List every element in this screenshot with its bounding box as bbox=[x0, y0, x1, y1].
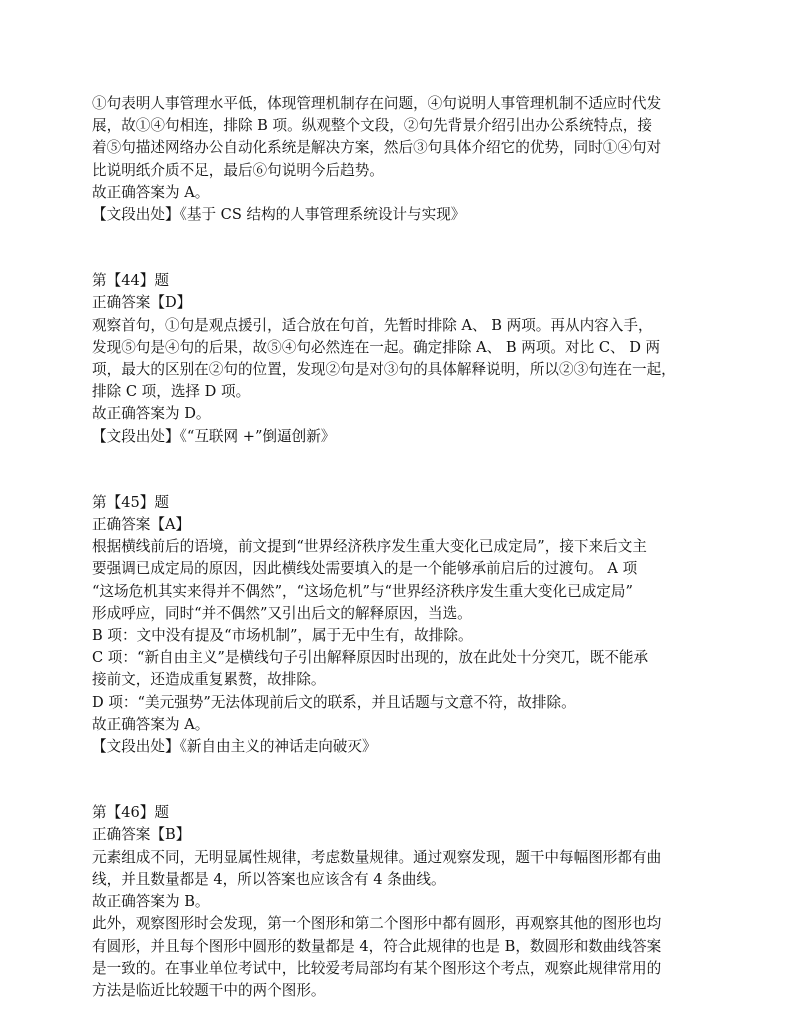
text-line: 有圆形，并且每个图形中圆形的数量都是 4，符合此规律的也是 B，数圆形和数曲线答案 bbox=[92, 937, 662, 955]
question-46 bbox=[92, 802, 717, 1002]
text-line: 线，并且数量都是 4，所以答案也应该含有 4 条曲线。 bbox=[92, 870, 446, 888]
text-line: 元素组成不同，无明显属性规律，考虑数量规律。通过观察发现，题干中每幅图形都有曲 bbox=[92, 848, 662, 866]
text-line: 是一致的。在事业单位考试中，比较爱考局部均有某个图形这个考点，观察此规律常用的 bbox=[92, 959, 662, 977]
text-line: 要强调已成定局的原因，因此横线处需要填入的是一个能够承前启后的过渡句。 A 项 bbox=[92, 560, 638, 578]
answer-line: 故正确答案为 B。 bbox=[92, 893, 210, 911]
document-page bbox=[92, 93, 717, 1002]
text-line: 项，最大的区别在②句的位置，发现②句是对③句的具体解释说明，所以②③句连在一起， bbox=[92, 361, 676, 379]
text-line: 观察首句，①句是观点援引，适合放在句首，先暂时排除 A、 B 两项。再从内容入手， bbox=[92, 316, 653, 334]
text-line: 接前文，还造成重复累赘，故排除。 bbox=[92, 671, 326, 689]
answer-line: 故正确答案为 D。 bbox=[92, 405, 211, 423]
correct-answer: 正确答案【B】 bbox=[92, 826, 191, 844]
text-line: 比说明纸介质不足，最后⑥句说明今后趋势。 bbox=[92, 161, 384, 179]
question-45 bbox=[92, 492, 717, 758]
source-line: 【文段出处】《新自由主义的神话走向破灭》 bbox=[92, 738, 377, 756]
text-line: C 项：“新自由主义”是横线句子引出解释原因时出现的，放在此处十分突兀，既不能承 bbox=[92, 649, 649, 667]
question-number: 第【45】题 bbox=[92, 493, 169, 511]
answer-explanation-43 bbox=[92, 93, 717, 226]
text-line: 展，故①④句相连，排除 B 项。纵观整个文段，②句先背景介绍引出办公系统特点，接 bbox=[92, 117, 652, 135]
correct-answer: 正确答案【A】 bbox=[92, 516, 191, 534]
text-line: D 项：“美元强势”无法体现前后文的联系，并且话题与文意不符，故排除。 bbox=[92, 693, 576, 711]
question-number: 第【46】题 bbox=[92, 804, 169, 822]
text-line: 此外，观察图形时会发现，第一个图形和第二个图形中都有圆形，再观察其他的图形也均 bbox=[92, 915, 662, 933]
text-line: “这场危机其实来得并不偶然”，“这场危机”与“世界经济秩序发生重大变化已成定局” bbox=[92, 582, 633, 600]
question-44 bbox=[92, 270, 717, 448]
source-line: 【文段出处】《基于 CS 结构的人事管理系统设计与实现》 bbox=[92, 206, 466, 224]
text-line: 着⑤句描述网络办公自动化系统是解决方案，然后③句具体介绍它的优势，同时①④句对 bbox=[92, 139, 662, 157]
text-line: ①句表明人事管理水平低，体现管理机制存在问题，④句说明人事管理机制不适应时代发 bbox=[92, 95, 662, 112]
text-line: 形成呼应，同时“并不偶然”又引出后文的解释原因，当选。 bbox=[92, 604, 472, 622]
source-line: 【文段出处】《“互联网 +”倒逼创新》 bbox=[92, 427, 336, 445]
text-line: 方法是临近比较题干中的两个图形。 bbox=[92, 981, 326, 999]
correct-answer: 正确答案【D】 bbox=[92, 294, 192, 312]
answer-line: 故正确答案为 A。 bbox=[92, 715, 210, 733]
text-line: 排除 C 项，选择 D 项。 bbox=[92, 383, 251, 401]
text-line: B 项：文中没有提及“市场机制”，属于无中生有，故排除。 bbox=[92, 627, 473, 645]
text-line: 根据横线前后的语境，前文提到“世界经济秩序发生重大变化已成定局”，接下来后文主 bbox=[92, 538, 647, 556]
text-line: 发现⑤句是④句的后果，故⑤④句必然连在一起。确定排除 A、 B 两项。对比 C、 D 两 bbox=[92, 338, 661, 356]
answer-line: 故正确答案为 A。 bbox=[92, 183, 210, 201]
question-number: 第【44】题 bbox=[92, 272, 169, 290]
